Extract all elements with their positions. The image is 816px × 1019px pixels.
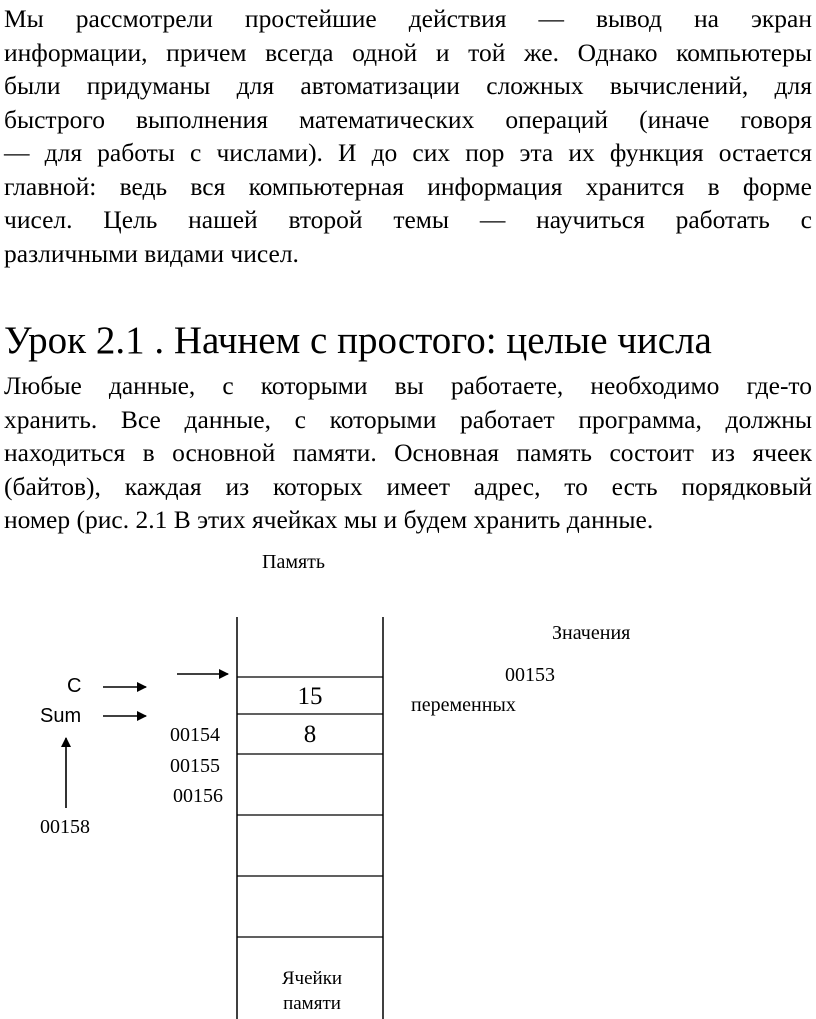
values-label: Значения [552,622,631,644]
intro-line: Мы рассмотрели простейшие действия — вывод на экран [4,4,812,33]
values-label-variables: переменных [411,694,516,716]
variable-sum-label: Sum [40,705,82,727]
intro-line: быстрого выполнения математических операций (иначе говоря [4,104,812,134]
address-label-00158: 00158 [40,816,90,838]
lesson-line: номер (рис. 2.1 В этих ячейках мы и будем хранить данные. [4,505,654,534]
address-label-00156: 00156 [173,785,223,807]
intro-line: были придуманы для автоматизации сложных вычислений, для [4,71,812,100]
memory-cells-caption-line: памяти [283,993,341,1014]
variable-c-label: C [67,675,82,697]
lesson-line: (байтов), каждая из которых имеет адрес, то есть порядковый [4,471,812,501]
intro-line: — для работы с числами). И до сих пор эта их функция остается [4,138,812,167]
intro-line: главной: ведь вся компьютерная информация хранится в форме [4,171,812,201]
address-label-00154: 00154 [170,724,220,746]
lesson-line: находиться в основной памяти. Основная память состоит из ячеек [4,438,812,467]
cell-value-8: 8 [303,721,317,748]
memory-label: Память [262,551,326,573]
address-label-00155: 00155 [170,755,220,777]
memory-cells-caption-line: Ячейки [281,968,343,989]
intro-line: различными видами чисел. [4,238,299,268]
lesson-title: Урок 2.1 . Начнем с простого: целые числа [4,319,712,362]
intro-line: информации, причем всегда одной и той же. Однако компьютеры [4,37,812,67]
address-label-00153: 00153 [505,664,555,686]
cell-value-15: 15 [297,683,323,710]
lesson-line: хранить. Все данные, с которыми работает программа, должны [4,404,812,434]
memory-cells-caption [262,966,362,1016]
lesson-line: Любые данные, с которыми вы работаете, необходимо где-то [4,371,812,400]
intro-line: чисел. Цель нашей второй темы — научиться работать с [4,205,812,234]
